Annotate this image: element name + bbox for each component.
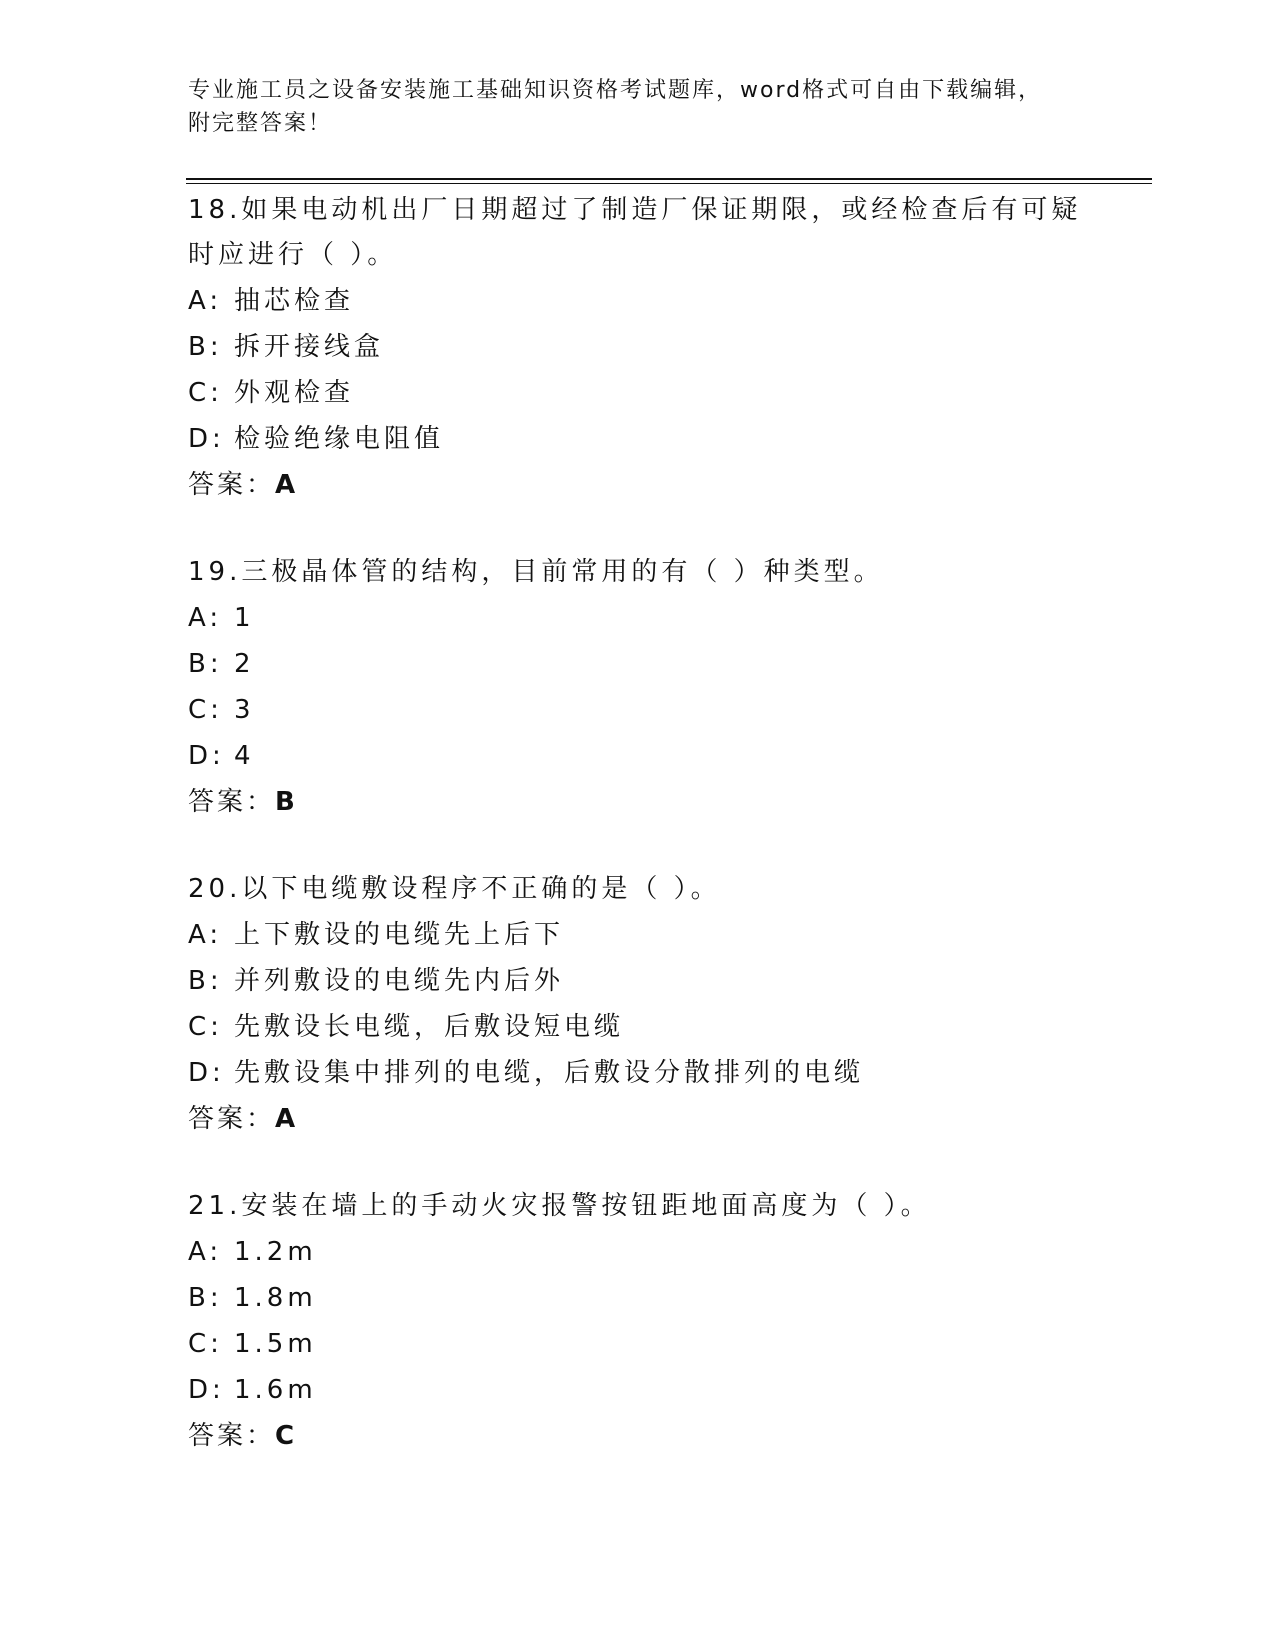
question-stem: 19.三极晶体管的结构，目前常用的有（ ）种类型。 xyxy=(188,557,884,587)
option-key: B: xyxy=(188,332,223,362)
option-key: D: xyxy=(188,424,225,454)
answer-label: 答案： xyxy=(188,470,276,500)
option-a xyxy=(188,1229,1188,1275)
option-text: 1 xyxy=(234,603,255,633)
answer-label: 答案： xyxy=(188,787,276,817)
answer-value: B xyxy=(275,787,298,817)
question-list xyxy=(188,188,1188,1501)
option-key: A: xyxy=(188,920,223,950)
option-text: 拆开接线盒 xyxy=(234,332,385,362)
header-divider-thin xyxy=(186,183,1152,184)
option-key: B: xyxy=(188,649,223,679)
option-d xyxy=(188,416,1188,462)
answer-value: A xyxy=(275,470,299,500)
question-stem: 20.以下电缆敷设程序不正确的是（ ）。 xyxy=(188,874,721,904)
question-item xyxy=(188,867,1188,1142)
option-text: 先敷设长电缆，后敷设短电缆 xyxy=(234,1012,625,1042)
option-d xyxy=(188,1050,1188,1096)
option-key: C: xyxy=(188,1012,223,1042)
answer-value: C xyxy=(275,1421,298,1451)
answer-line xyxy=(188,779,1188,825)
option-text: 4 xyxy=(234,741,255,771)
option-key: A: xyxy=(188,603,223,633)
option-text: 抽芯检查 xyxy=(234,286,355,316)
option-text: 并列敷设的电缆先内后外 xyxy=(234,966,565,996)
answer-line xyxy=(188,1413,1188,1459)
option-text: 1.6m xyxy=(234,1375,317,1405)
option-c xyxy=(188,370,1188,416)
question-stem: 18.如果电动机出厂日期超过了制造厂保证期限，或经检查后有可疑时应进行（ ）。 xyxy=(188,195,1082,270)
header-divider-thick xyxy=(186,178,1152,180)
answer-label: 答案： xyxy=(188,1421,276,1451)
option-a xyxy=(188,595,1188,641)
option-text: 1.8m xyxy=(234,1283,317,1313)
option-key: B: xyxy=(188,966,223,996)
option-key: C: xyxy=(188,1329,223,1359)
option-key: D: xyxy=(188,741,225,771)
question-stem: 21.安装在墙上的手动火灾报警按钮距地面高度为（ ）。 xyxy=(188,1191,931,1221)
question-item xyxy=(188,188,1188,508)
option-d xyxy=(188,733,1188,779)
option-a xyxy=(188,912,1188,958)
answer-value: A xyxy=(275,1104,299,1134)
option-key: C: xyxy=(188,695,223,725)
option-text: 先敷设集中排列的电缆，后敷设分散排列的电缆 xyxy=(234,1058,865,1088)
answer-label: 答案： xyxy=(188,1104,276,1134)
option-key: D: xyxy=(188,1375,225,1405)
option-text: 3 xyxy=(234,695,255,725)
option-key: C: xyxy=(188,378,223,408)
option-text: 检验绝缘电阻值 xyxy=(234,424,445,454)
option-d xyxy=(188,1367,1188,1413)
option-a xyxy=(188,278,1188,324)
document-header: 专业施工员之设备安装施工基础知识资格考试题库，word格式可自由下载编辑， 附完整答案！ xyxy=(188,78,1043,136)
option-text: 上下敷设的电缆先上后下 xyxy=(234,920,565,950)
option-key: B: xyxy=(188,1283,223,1313)
option-b xyxy=(188,324,1188,370)
option-text: 1.2m xyxy=(234,1237,317,1267)
option-text: 2 xyxy=(234,649,255,679)
option-b xyxy=(188,641,1188,687)
option-text: 外观检查 xyxy=(234,378,355,408)
option-key: A: xyxy=(188,286,223,316)
option-key: D: xyxy=(188,1058,225,1088)
option-b xyxy=(188,958,1188,1004)
option-text: 1.5m xyxy=(234,1329,317,1359)
option-c xyxy=(188,687,1188,733)
option-c xyxy=(188,1004,1188,1050)
option-c xyxy=(188,1321,1188,1367)
option-key: A: xyxy=(188,1237,223,1267)
question-item xyxy=(188,550,1188,825)
answer-line xyxy=(188,1096,1188,1142)
question-item xyxy=(188,1184,1188,1459)
answer-line xyxy=(188,462,1188,508)
option-b xyxy=(188,1275,1188,1321)
